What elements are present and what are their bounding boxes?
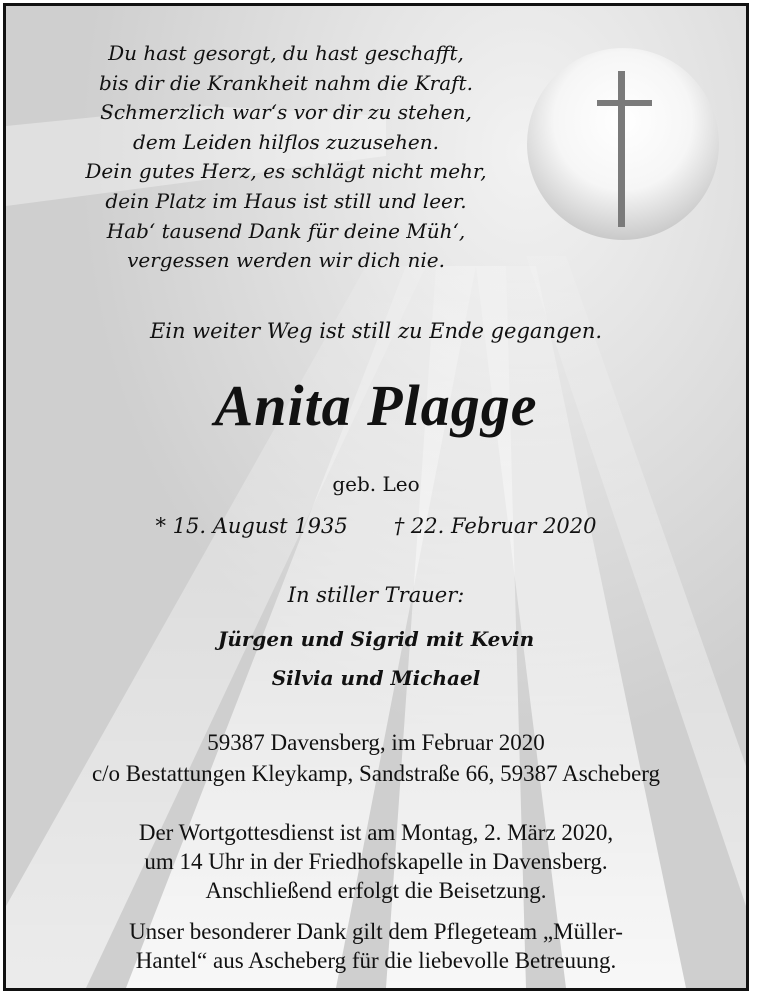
address: c/o Bestattungen Kleykamp, Sandstraße 66, 59387 Ascheberg (91, 761, 661, 786)
obituary-notice (3, 3, 749, 991)
service-line: um 14 Uhr in der Friedhofskapelle in Davensberg. (144, 849, 608, 874)
family-line: Jürgen und Sigrid mit Kevin (217, 627, 535, 651)
service-line: Anschließend erfolgt die Beisetzung. (205, 878, 547, 903)
poem-line: vergessen werden wir dich nie. (127, 248, 445, 273)
poem-line: Hab‘ tausend Dank für deine Müh‘, (106, 218, 466, 243)
deceased-name: Anita Plagge (214, 373, 538, 438)
poem-line: Schmerzlich war‘s vor dir zu stehen, (100, 100, 472, 125)
thanks-note (6, 917, 746, 975)
death-date: † 22. Februar 2020 (393, 514, 597, 538)
maiden-name: geb. Leo (332, 472, 420, 496)
life-dates (6, 514, 746, 538)
poem-line: Dein gutes Herz, es schlägt nicht mehr, (85, 159, 487, 184)
poem-line: Du hast gesorgt, du hast geschafft, (108, 41, 464, 65)
birth-date: * 15. August 1935 (155, 514, 348, 538)
service-line: Der Wortgottesdienst ist am Montag, 2. März 2020, (138, 820, 614, 845)
family-line: Silvia und Michael (271, 666, 481, 690)
poem-line: dem Leiden hilflos zuzusehen. (133, 129, 439, 154)
poem-line: dein Platz im Haus ist still und leer. (105, 188, 467, 213)
poem (46, 39, 526, 276)
quote: Ein weiter Weg ist still zu Ende gegangen. (149, 319, 603, 343)
mourners-intro: In stiller Trauer: (287, 583, 465, 607)
service-info (6, 818, 746, 905)
thanks-line: Hantel“ aus Ascheberg für die liebevolle Betreuung. (135, 948, 617, 973)
poem-line: bis dir die Krankheit nahm die Kraft. (99, 70, 473, 95)
thanks-line: Unser besonderer Dank gilt dem Pflegeteam „Müller- (129, 919, 623, 944)
place-date: 59387 Davensberg, im Februar 2020 (207, 730, 545, 755)
